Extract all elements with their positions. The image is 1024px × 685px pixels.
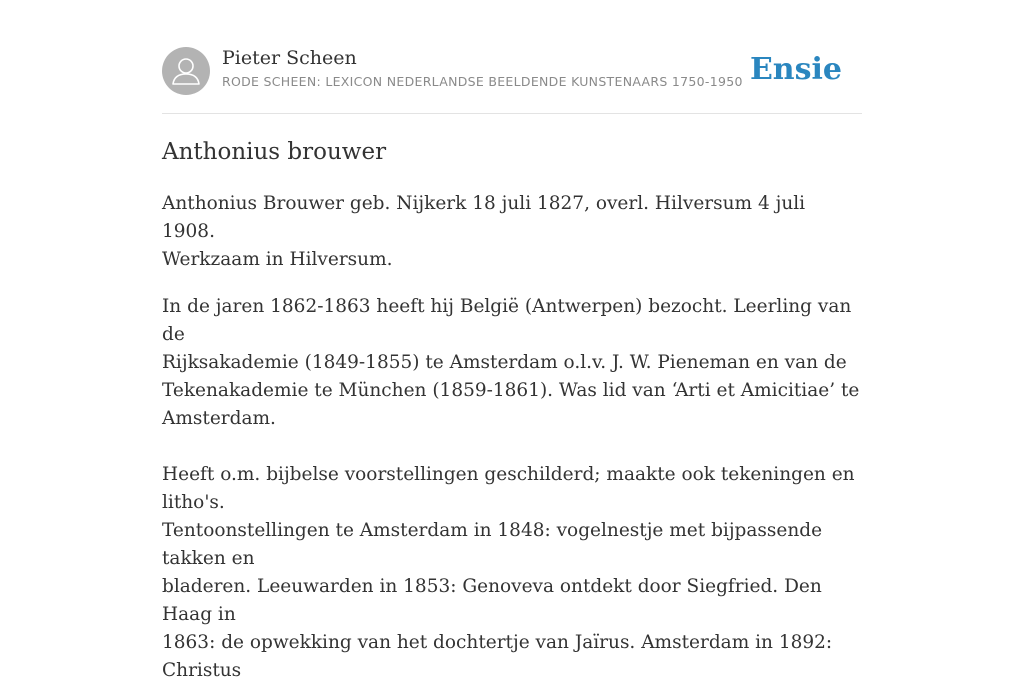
- text-line: Heeft o.m. bijbelse voorstellingen geschilderd; maakte ook tekeningen en litho's.: [162, 464, 855, 513]
- text-line: In de jaren 1862-1863 heeft hij België (Antwerpen) bezocht. Leerling van de: [162, 296, 852, 345]
- text-line: Anthonius Brouwer geb. Nijkerk 18 juli 1827, overl. Hilversum 4 juli 1908.: [162, 193, 806, 242]
- paragraph-works: [162, 461, 862, 685]
- author-avatar[interactable]: [162, 47, 210, 95]
- author-name[interactable]: Pieter Scheen: [222, 47, 357, 69]
- person-icon: [162, 47, 210, 95]
- header-divider: [162, 113, 862, 114]
- ensie-logo[interactable]: Ensie: [749, 52, 842, 87]
- article-body: [162, 190, 862, 685]
- article-header: [162, 46, 862, 96]
- text-line: Rijksakademie (1849-1855) te Amsterdam o.l.v. J. W. Pieneman en van de: [162, 352, 847, 373]
- paragraph-biography: [162, 190, 862, 274]
- article-title: Anthonius brouwer: [162, 139, 387, 165]
- paragraph-education: [162, 293, 862, 433]
- text-line: Amsterdam.: [162, 408, 276, 429]
- text-line: Werkzaam in Hilversum.: [162, 249, 393, 270]
- text-line: bladeren. Leeuwarden in 1853: Genoveva ontdekt door Siegfried. Den Haag in: [162, 576, 822, 625]
- text-line: Tekenakademie te München (1859-1861). Was lid van ‘Arti et Amicitiae’ te: [162, 380, 860, 401]
- text-line: 1863: de opwekking van het dochtertje van Jaïrus. Amsterdam in 1892: Christus: [162, 632, 833, 681]
- source-name[interactable]: RODE SCHEEN: LEXICON NEDERLANDSE BEELDENDE KUNSTENAARS 1750-1950: [222, 74, 743, 89]
- text-line: Tentoonstellingen te Amsterdam in 1848: vogelnestje met bijpassende takken en: [162, 520, 823, 569]
